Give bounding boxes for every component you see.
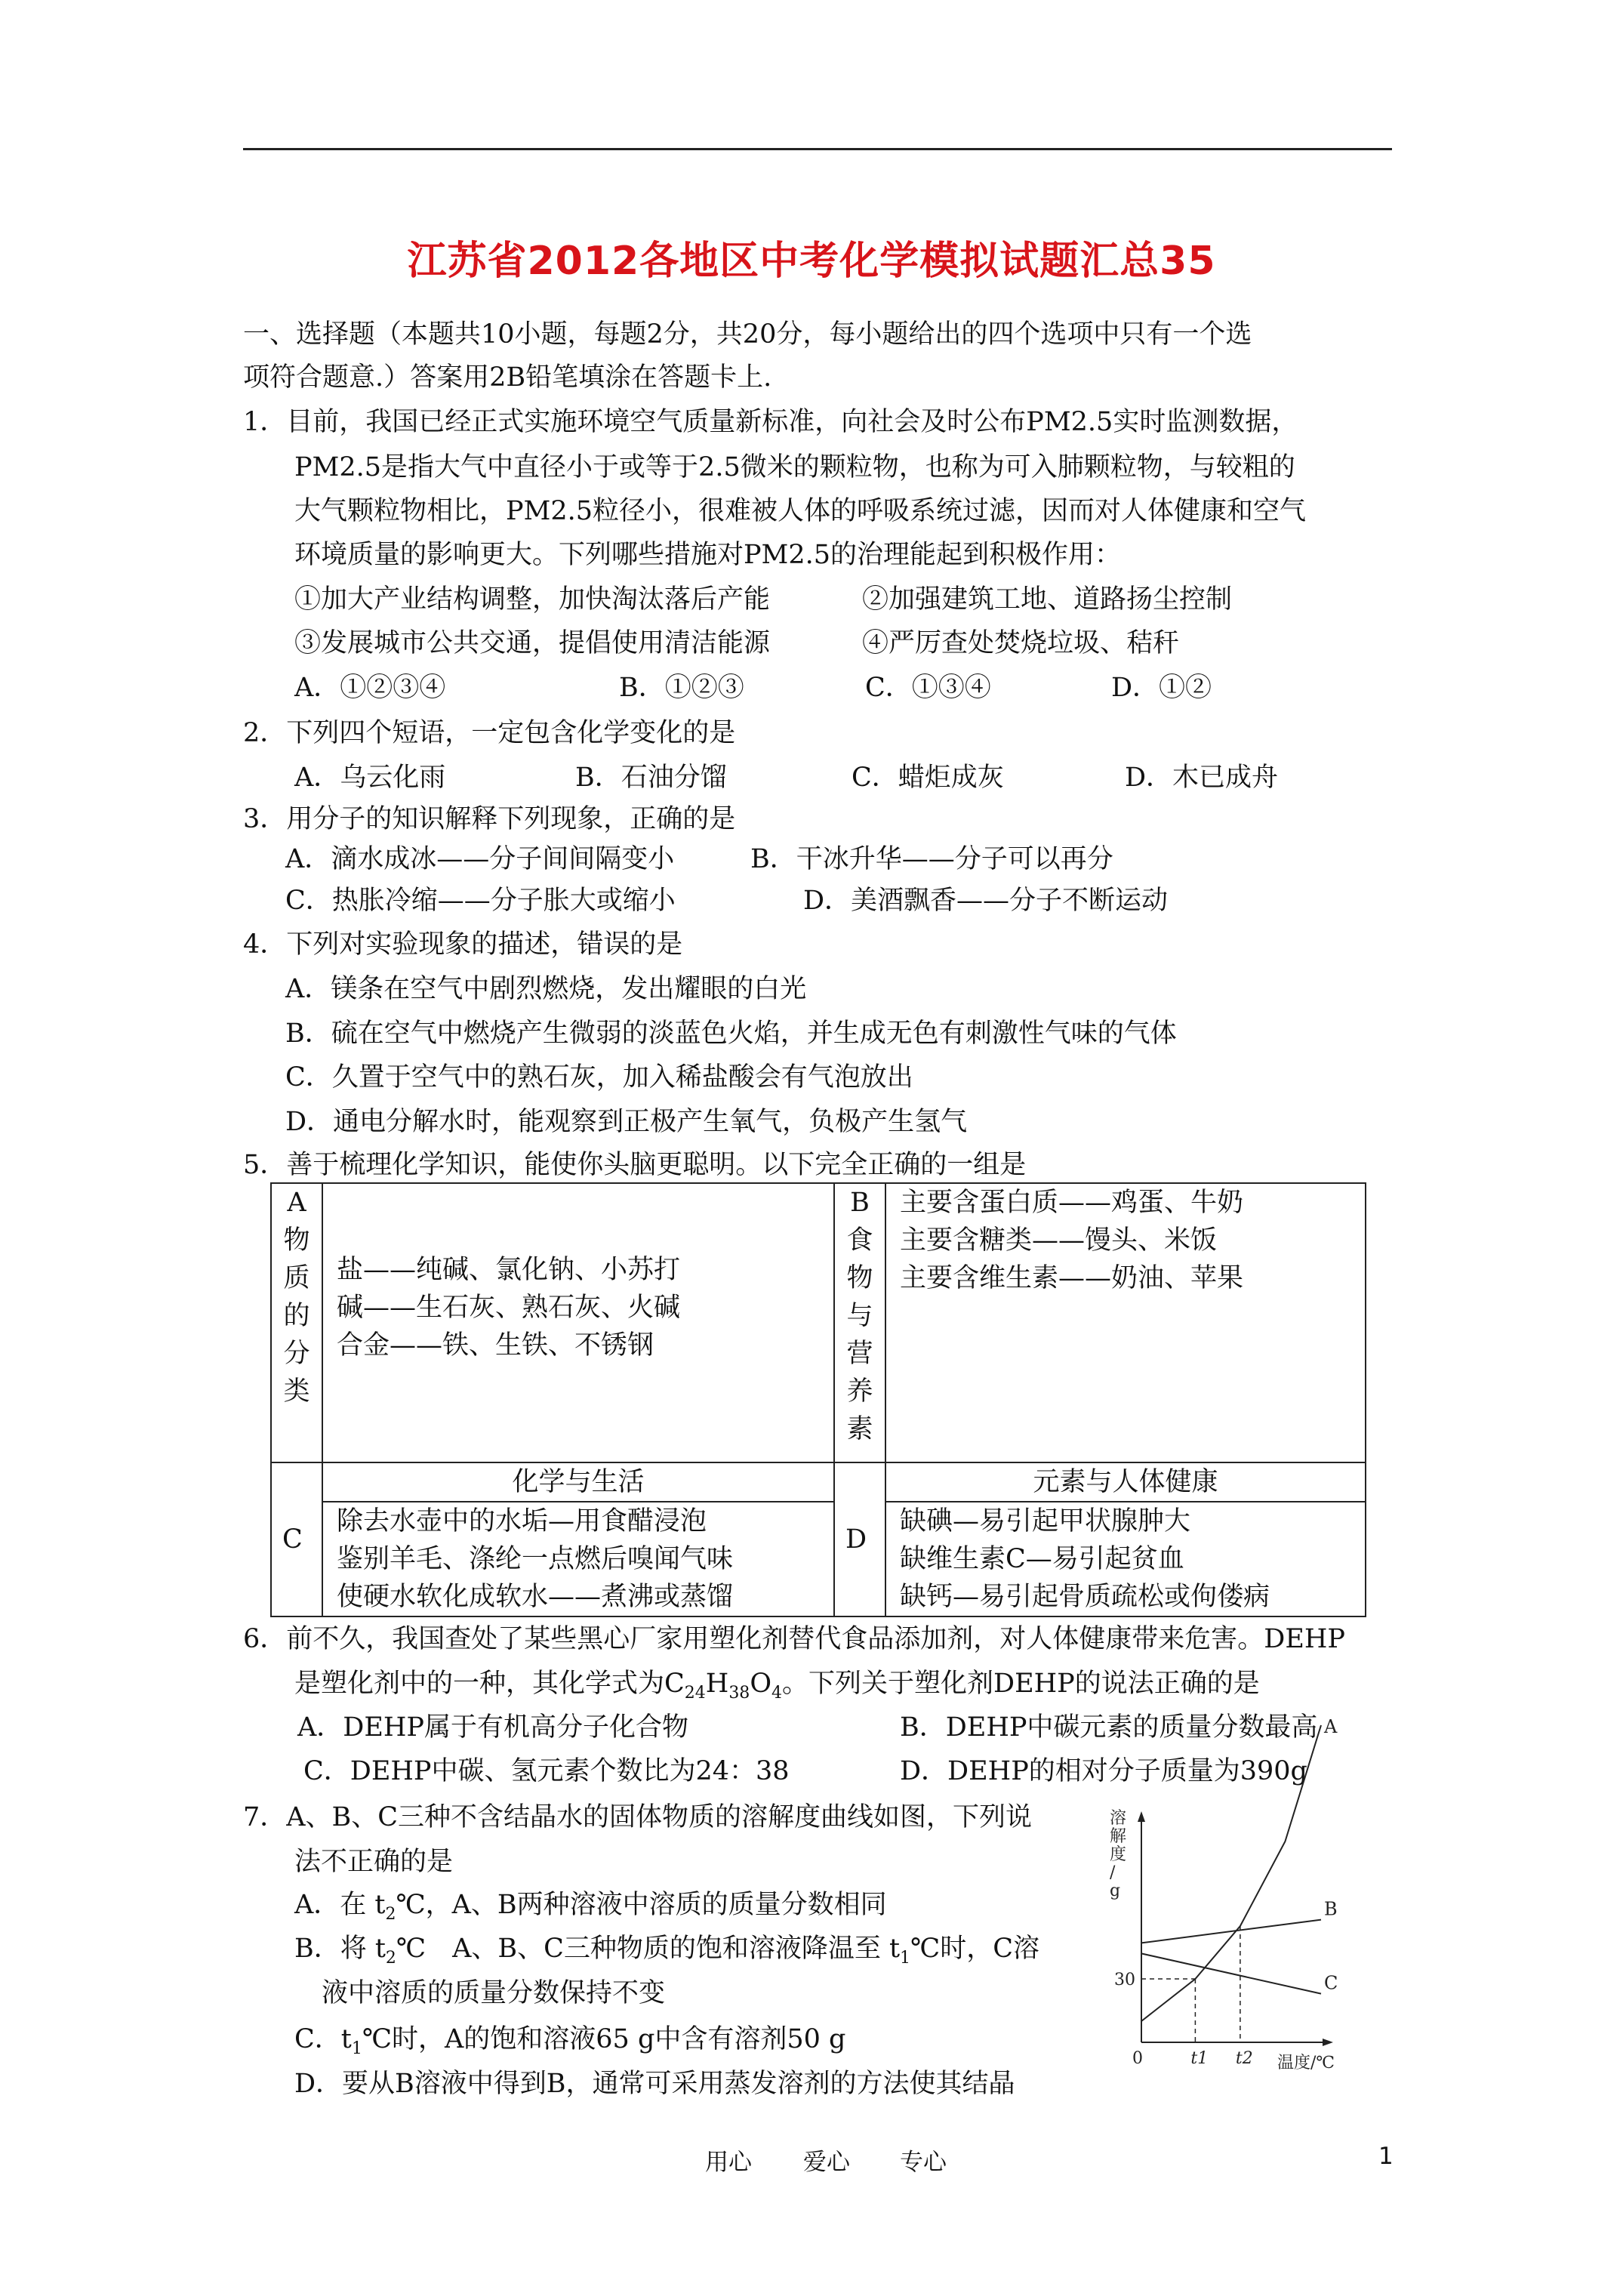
q7-option-c: C．$t_1℃$时，A的饱和溶液65 g中含有溶剂50 g xyxy=(294,2024,846,2058)
q1-measure-4: ④严厉查处焚烧垃圾、秸秆 xyxy=(862,628,1180,658)
q7-stem-line2: 法不正确的是 xyxy=(294,1847,454,1877)
q7-option-b-line2: 液中溶质的质量分数保持不变 xyxy=(322,1978,666,2008)
header-rule xyxy=(243,148,1392,150)
q7-option-b-line1: B．将 $t_2℃$ A、B、C三种物质的饱和溶液降温至 $t_1℃$时，C溶 xyxy=(294,1934,1039,1968)
q1-measure-1: ①加大产业结构调整，加快淘汰落后产能 xyxy=(294,584,771,615)
q5-cell-d-label: D xyxy=(834,1462,885,1616)
q5-cell-c-label: C xyxy=(271,1462,322,1616)
q5-c-header: 化学与生活 xyxy=(323,1463,833,1502)
page-title: 江苏省2012各地区中考化学模拟试题汇总35 xyxy=(407,239,1216,284)
q3-option-c: C．热胀冷缩——分子胀大或缩小 xyxy=(285,886,676,916)
q6-option-a: A．DEHP属于有机高分子化合物 xyxy=(297,1712,688,1743)
q4-option-a: A．镁条在空气中剧烈燃烧，发出耀眼的白光 xyxy=(285,974,807,1004)
q2-option-b: B．石油分馏 xyxy=(575,763,727,793)
footer-word-2: 爱心 xyxy=(803,2149,850,2176)
q4-stem: 4．下列对实验现象的描述，错误的是 xyxy=(243,929,683,960)
q1-measure-3: ③发展城市公共交通，提倡使用清洁能源 xyxy=(294,628,771,658)
q5-cell-a-label: A 物 质 的 分 类 xyxy=(271,1183,322,1462)
q3-stem: 3．用分子的知识解释下列现象，正确的是 xyxy=(243,804,736,834)
q6-option-b: B．DEHP中碳元素的质量分数最高 xyxy=(900,1712,1318,1743)
chart-ylabel xyxy=(1110,1809,1126,1900)
footer-word-3: 专心 xyxy=(900,2149,947,2176)
section-heading-line1: 一、选择题（本题共10小题，每题2分，共20分，每小题给出的四个选项中只有一个选 xyxy=(243,319,1252,350)
chart-x-tick-t1: t1 xyxy=(1190,2049,1209,2068)
x-axis-arrow xyxy=(1323,2039,1333,2046)
q6-stem-line1: 6．前不久，我国查处了某些黑心厂家用塑化剂替代食品添加剂，对人体健康带来危害。DEHP xyxy=(243,1624,1345,1654)
footer-word-1: 用心 xyxy=(705,2149,752,2176)
q6-option-c: C．DEHP中碳、氢元素个数比为24：38 xyxy=(303,1756,790,1786)
q1-stem-line3: 大气颗粒物相比，PM2.5粒径小，很难被人体的呼吸系统过滤，因而对人体健康和空气 xyxy=(294,496,1307,526)
q6-stem-line2: 是塑化剂中的一种，其化学式为$C_{24}H_{38}O_4$。下列关于塑化剂DEHP的说法正确的是 xyxy=(294,1669,1260,1703)
footer-page-number: 1 xyxy=(1378,2143,1394,2170)
q4-option-c: C．久置于空气中的熟石灰，加入稀盐酸会有气泡放出 xyxy=(285,1062,913,1093)
q1-stem-line4: 环境质量的影响更大。下列哪些措施对PM2.5的治理能起到积极作用： xyxy=(294,540,1122,570)
chart-xlabel: 温度/℃ xyxy=(1277,2054,1335,2073)
series-label-A: A xyxy=(1324,1716,1338,1737)
q2-option-d: D．木已成舟 xyxy=(1125,763,1279,793)
q3-option-a: A．滴水成冰——分子间间隔变小 xyxy=(285,844,675,874)
q4-option-b: B．硫在空气中燃烧产生微弱的淡蓝色火焰，并生成无色有刺激性气味的气体 xyxy=(285,1019,1177,1049)
q1-option-b: B．①②③ xyxy=(619,673,744,703)
q7-option-a: A．在 $t_2℃$，A、B两种溶液中溶质的质量分数相同 xyxy=(294,1890,887,1924)
chart-origin-label: 0 xyxy=(1132,2049,1143,2068)
q5-stem: 5．善于梳理化学知识，能使你头脑更聪明。以下完全正确的一组是 xyxy=(243,1150,1027,1180)
q5-d-header: 元素与人体健康 xyxy=(886,1463,1365,1502)
section-heading-line2: 项符合题意.）答案用2B铅笔填涂在答题卡上. xyxy=(243,362,772,393)
curve-B xyxy=(1141,1920,1321,1943)
series-label-B: B xyxy=(1324,1898,1338,1920)
q3-option-b: B．干冰升华——分子可以再分 xyxy=(750,844,1113,874)
series-label-C: C xyxy=(1324,1972,1338,1994)
q2-option-c: C．蜡炬成灰 xyxy=(852,763,1004,793)
q5-cell-c-content: 化学与生活 除去水壶中的水垢—用食醋浸泡 鉴别羊毛、涤纶一点燃后嗅闻气味 使硬水软化成软水——煮沸或蒸馏 xyxy=(322,1462,834,1616)
q5-cell-b-content: 主要含蛋白质——鸡蛋、牛奶 主要含糖类——馒头、米饭 主要含维生素——奶油、苹果 xyxy=(885,1183,1366,1462)
q2-stem: 2．下列四个短语，一定包含化学变化的是 xyxy=(243,718,736,748)
q1-stem-line1: 1．目前，我国已经正式实施环境空气质量新标准，向社会及时公布PM2.5实时监测数据， xyxy=(243,407,1298,437)
q1-option-d: D．①② xyxy=(1111,673,1212,703)
q2-option-a: A．乌云化雨 xyxy=(294,763,446,793)
q7-stem-line1: 7．A、B、C三种不含结晶水的固体物质的溶解度曲线如图，下列说 xyxy=(243,1802,1033,1832)
q6-option-d: D．DEHP的相对分子质量为390g xyxy=(900,1756,1307,1786)
q7-option-d: D．要从B溶液中得到B，通常可采用蒸发溶剂的方法使其结晶 xyxy=(294,2069,1015,2099)
chart-ylabel-text: 溶解度/ g xyxy=(1110,1809,1127,1900)
q1-option-a: A．①②③④ xyxy=(294,673,446,703)
q1-stem-line2: PM2.5是指大气中直径小于或等于2.5微米的颗粒物，也称为可入肺颗粒物，与较粗的 xyxy=(294,452,1295,482)
q5-cell-d-content: 元素与人体健康 缺碘—易引起甲状腺肿大 缺维生素C—易引起贫血 缺钙—易引起骨质疏松或佝偻病 xyxy=(885,1462,1366,1616)
q1-measure-2: ②加强建筑工地、道路扬尘控制 xyxy=(862,584,1233,615)
q5-cell-b-label: B 食 物 与 营 养 素 xyxy=(834,1183,885,1462)
chart-x-tick-t2: t2 xyxy=(1235,2049,1253,2068)
q5-options-table xyxy=(270,1182,1366,1617)
q4-option-d: D．通电分解水时，能观察到正极产生氧气，负极产生氢气 xyxy=(285,1107,968,1137)
q5-cell-a-content: 盐——纯碱、氯化钠、小苏打 碱——生石灰、熟石灰、火碱 合金——铁、生铁、不锈钢 xyxy=(322,1183,834,1462)
chart-y-tick-label: 30 xyxy=(1114,1971,1135,1989)
q3-option-d: D．美酒飘香——分子不断运动 xyxy=(803,886,1169,916)
curve-C xyxy=(1141,1953,1321,1993)
y-axis-arrow xyxy=(1138,1811,1145,1822)
q1-option-c: C．①③④ xyxy=(865,673,991,703)
